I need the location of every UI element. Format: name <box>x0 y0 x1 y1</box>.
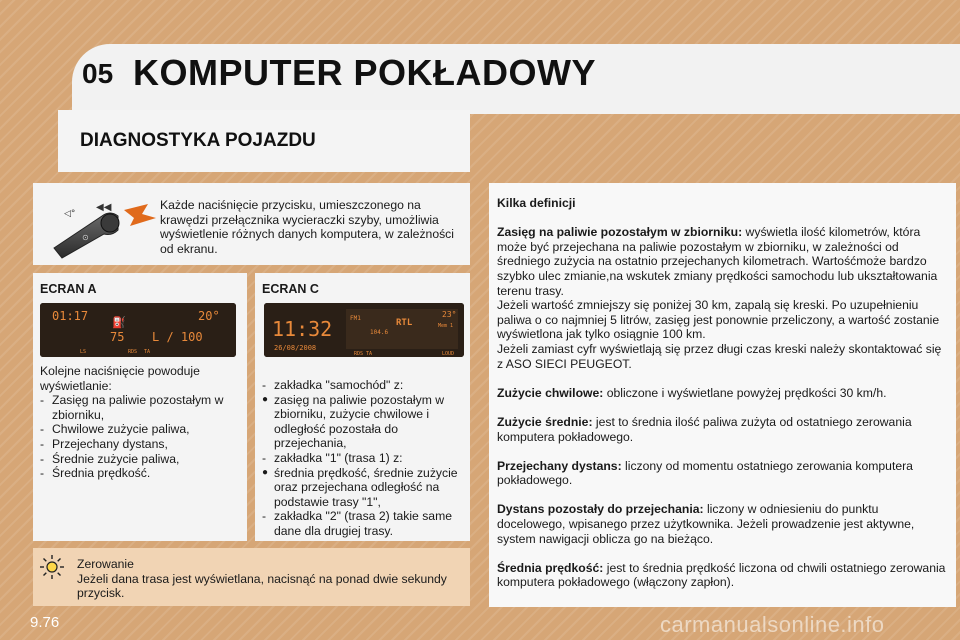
definition-extra: Jeżeli wartość zmniejszy się poniżej 30 km, zapalą się kreski. Po uzupełnieniu paliwa o co najmniej 5 litrów, zasięg jest ponownie przeliczony, a wartość zostanie wyświetlona jak tylko osiągnie 100 km. <box>497 298 940 342</box>
page-number: 9.76 <box>30 614 60 631</box>
list-item: ● zasięg na paliwie pozostałym w zbiorniku, zużycie chwilowe i odległość pozostała do przejechania, <box>262 393 467 451</box>
screen-c-loud: LOUD <box>442 351 455 357</box>
reset-text: Jeżeli dana trasa jest wyświetlana, nacisnąć na ponad dwie sekundy przycisk. <box>77 571 447 601</box>
screen-c-display <box>264 303 464 357</box>
definition-text: jest to średnia prędkość liczona od chwili ostatniego zerowania komputera pokładowego (włączony zapłon). <box>497 560 946 590</box>
watermark: carmanualsonline.info <box>660 612 885 637</box>
screen-a-time: 01:17 <box>52 309 89 323</box>
reset-title: Zerowanie <box>77 557 134 571</box>
list-item: - Średnie zużycie paliwa, <box>40 452 240 467</box>
screen-a-flag: LS <box>80 349 87 355</box>
screen-a-consumption: L / 100 <box>152 330 203 344</box>
section-title: DIAGNOSTYKA POJAZDU <box>80 130 316 151</box>
screen-c-rds: RDS TA <box>354 351 373 357</box>
intro-text: Każde naciśnięcie przycisku, umieszczonego na krawędzi przełącznika wycieraczki szyby, umożliwia wyświetlenie różnych danych komputera, w zależności od ekranu. <box>160 198 454 256</box>
definition-term: Zasięg na paliwie pozostałym w zbiorniku: <box>497 225 743 240</box>
screen-a-range: 75 <box>110 330 125 344</box>
definition-item <box>497 386 949 401</box>
screen-c-time: 11:32 <box>272 317 333 341</box>
list-item: - Chwilowe zużycie paliwa, <box>40 422 240 437</box>
definition-extra: Jeżeli zamiast cyfr wyświetlają się przez długi czas kreski należy skontaktować się z ASO SIECI PEUGEOT. <box>497 341 942 371</box>
definition-term: Przejechany dystans: <box>497 458 622 473</box>
ecran-a-lead: Kolejne naciśnięcie powoduje wyświetlanie: <box>40 364 200 393</box>
ecran-a-title: ECRAN A <box>40 282 97 296</box>
definition-text: jest to średnia ilość paliwa zużyta od ostatniego zerowania komputera pokładowego. <box>497 414 912 444</box>
list-item: - zakładka "samochód" z: <box>262 378 467 393</box>
screen-c-temp: 23° <box>442 310 457 319</box>
list-item: - zakładka "2" (trasa 2) takie same dane dla drugiej trasy. <box>262 509 467 538</box>
screen-a-flag: TA <box>144 349 151 355</box>
definition-item <box>497 502 949 546</box>
screen-a-temp: 20° <box>198 309 220 323</box>
definition-text: obliczone i wyświetlane powyżej prędkości 30 km/h. <box>603 385 887 400</box>
definition-text: liczony w odniesieniu do punktu docelowego, wpisanego przez użytkownika. Jeżeli prowadzenie jest aktywne, system nawigacji oblicza go na bieżąco. <box>497 502 915 546</box>
list-item: - zakładka "1" (trasa 1) z: <box>262 451 467 466</box>
reset-text-block <box>77 557 467 601</box>
definition-term: Zużycie średnie: <box>497 414 593 429</box>
svg-text:◁°: ◁° <box>64 209 76 219</box>
wiper-stalk-icon <box>50 196 160 260</box>
definition-text: wyświetla ilość kilometrów, która może być przejechana na paliwie pozostałym w zbiorniku, w zależności od średniego zużycia na ostatnio przejechanych kilometrach. Wartośćmoże bardzo szybko ulec zmianie,na wskutek zmiany prędkości samochodu lub ukształtowania terenu trasy. <box>497 225 938 298</box>
page-title: KOMPUTER POKŁADOWY <box>133 52 596 93</box>
list-item: - Średnia prędkość. <box>40 466 240 481</box>
svg-text:⊙: ⊙ <box>82 233 89 242</box>
screen-c-date: 26/08/2008 <box>274 344 317 352</box>
list-item: - Przejechany dystans, <box>40 437 240 452</box>
svg-text:◀◀: ◀◀ <box>96 202 112 213</box>
ecran-a-list <box>40 364 240 481</box>
chapter-number: 05 <box>82 58 114 89</box>
ecran-c-title: ECRAN C <box>262 282 319 296</box>
definition-text: liczony od momentu ostatniego zerowania komputera pokładowego. <box>497 458 913 488</box>
definition-item <box>497 561 949 590</box>
screen-c-station: RTL <box>396 318 413 328</box>
svg-text:⛽: ⛽ <box>112 316 126 329</box>
definition-item <box>497 225 949 371</box>
definition-term: Dystans pozostały do przejechania: <box>497 502 704 517</box>
definition-term: Zużycie chwilowe: <box>497 385 604 400</box>
definitions-heading: Kilka definicji <box>497 196 576 210</box>
screen-c-freq: 104.6 <box>370 329 389 336</box>
screen-c-band: FM1 <box>350 315 361 322</box>
list-item: ● średnia prędkość, średnie zużycie oraz przejechana odległość na podstawie trasy "1", <box>262 466 467 510</box>
definition-item <box>497 415 949 444</box>
sun-icon <box>39 554 65 580</box>
definition-term: Średnia prędkość: <box>497 560 604 575</box>
screen-a-flag: RDS <box>128 349 138 355</box>
definitions <box>497 196 949 605</box>
definition-item <box>497 459 949 488</box>
list-item: - Zasięg na paliwie pozostałym w zbiorniku, <box>40 393 240 422</box>
screen-a-display <box>40 303 236 357</box>
screen-c-mem: Mem 1 <box>438 323 454 329</box>
ecran-c-list <box>262 378 467 539</box>
